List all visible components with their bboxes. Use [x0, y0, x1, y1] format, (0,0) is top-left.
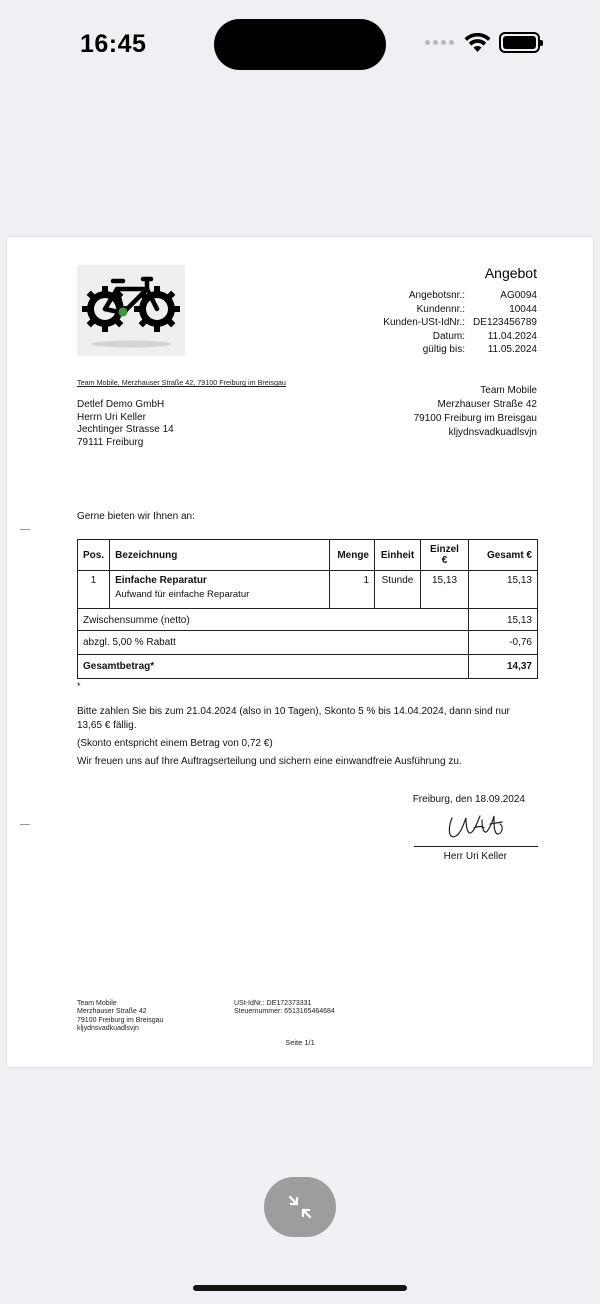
document-title: Angebot	[484, 265, 537, 281]
cell-unit: Stunde	[375, 571, 421, 609]
meta-value: DE123456789	[473, 317, 537, 328]
header-price: Einzel €	[421, 540, 469, 571]
paragraph: Bitte zahlen Sie bis zum 21.04.2024 (also in 10 Tagen), Skonto 5 % bis 14.04.2024, dann sind nur 13,65 € fällig.	[77, 706, 510, 731]
document-meta	[383, 289, 537, 357]
company-line: Merzhauser Straße 42	[437, 399, 537, 410]
page-number: Seite 1/1	[285, 1038, 315, 1047]
signal-icon	[425, 40, 454, 45]
discount-row	[78, 631, 538, 655]
company-address	[414, 384, 537, 440]
footnote: *	[77, 681, 81, 691]
meta-label: Kundennr.:	[416, 303, 465, 315]
paragraph: Wir freuen uns auf Ihre Auftragserteilung und sichern eine einwandfreie Ausführung zu.	[77, 756, 462, 767]
meta-value: 11.05.2024	[487, 344, 537, 355]
cell-pos: 1	[78, 571, 110, 609]
header-qty: Menge	[330, 540, 375, 571]
subtotal-row	[78, 609, 538, 631]
discount-label: abzgl. 5,00 % Rabatt	[78, 631, 469, 655]
table-header	[78, 540, 538, 571]
fold-mark-bottom	[20, 824, 30, 825]
meta-row	[383, 330, 537, 344]
grand-total-label: Gesamtbetrag*	[78, 655, 469, 679]
item-description: Aufwand für einfache Reparatur	[115, 589, 250, 600]
paragraph: (Skonto entspricht einem Betrag von 0,72 €)	[77, 738, 273, 749]
footer-line: Merzhauser Straße 42	[77, 1008, 147, 1016]
footer-company	[77, 1000, 163, 1034]
header-pos: Pos.	[78, 540, 110, 571]
signature-line	[414, 846, 538, 847]
document-page[interactable]	[7, 237, 593, 1067]
intro-text: Gerne bieten wir Ihnen an:	[77, 511, 195, 522]
recipient-line: Detlef Demo GmbH	[77, 399, 165, 410]
signer-name: Herr Uri Keller	[443, 851, 507, 862]
bicycle-icon	[77, 265, 185, 356]
handwritten-signature	[444, 812, 508, 844]
cell-total: 15,13	[469, 571, 538, 609]
status-time: 16:45	[80, 30, 147, 58]
footer-line: 79100 Freiburg im Breisgau	[77, 1016, 164, 1024]
header-unit: Einheit	[375, 540, 421, 571]
footer-tax	[234, 1000, 335, 1017]
footer-line: kljydnsvadkuadlsvjn	[77, 1025, 139, 1033]
wifi-icon	[464, 33, 491, 53]
fold-mark-top	[20, 529, 30, 530]
recipient-line: 79111 Freiburg	[77, 436, 144, 448]
subtotal-value: 15,13	[469, 609, 538, 631]
meta-label: gültig bis:	[422, 344, 465, 355]
meta-label: Kunden-USt-IdNr.:	[383, 317, 465, 328]
company-line: kljydnsvadkuadlsvjn	[448, 427, 537, 438]
battery-icon	[499, 32, 540, 53]
items-table	[77, 539, 538, 679]
company-line: Team Mobile	[480, 385, 537, 396]
cell-price: 15,13	[421, 571, 469, 609]
sender-line: Team Mobile, Merzhauser Straße 42, 79100 Freiburg im Breisgau	[77, 378, 286, 387]
recipient-address	[77, 399, 174, 449]
place-date: Freiburg, den 18.09.2024	[412, 794, 525, 805]
payment-text	[77, 705, 537, 773]
grand-total-value: 14,37	[469, 655, 538, 679]
subtotal-label: Zwischensumme (netto)	[78, 609, 469, 631]
cell-qty: 1	[330, 571, 375, 609]
item-title: Einfache Reparatur	[115, 575, 207, 586]
exit-fullscreen-button[interactable]	[264, 1177, 336, 1237]
header-desc: Bezeichnung	[110, 540, 330, 571]
meta-row	[383, 303, 537, 317]
footer-line: USt-IdNr.: DE172373331	[234, 1000, 312, 1007]
meta-row	[383, 289, 537, 303]
meta-label: Datum:	[432, 330, 465, 342]
meta-value: 10044	[509, 303, 537, 315]
cell-desc	[110, 571, 330, 609]
company-line: 79100 Freiburg im Breisgau	[413, 413, 537, 424]
grand-total-row	[78, 655, 538, 679]
footer-line: Steuernummer: 6513165464684	[234, 1008, 335, 1016]
header-total: Gesamt €	[469, 540, 538, 571]
dynamic-island	[214, 19, 386, 70]
discount-value: -0,76	[469, 631, 538, 655]
recipient-line: Herrn Uri Keller	[77, 411, 146, 423]
collapse-arrows-icon	[287, 1194, 313, 1220]
meta-value: AG0094	[500, 290, 537, 301]
table-row	[78, 571, 538, 609]
status-icons	[425, 32, 540, 53]
meta-row	[383, 316, 537, 330]
meta-value: 11.04.2024	[487, 330, 537, 342]
footer-line: Team Mobile	[77, 1000, 117, 1007]
bicycle-logo	[77, 265, 185, 356]
meta-label: Angebotsnr.:	[408, 290, 465, 301]
meta-row	[383, 343, 537, 357]
home-indicator	[193, 1285, 407, 1291]
recipient-line: Jechtinger Strasse 14	[77, 424, 174, 435]
